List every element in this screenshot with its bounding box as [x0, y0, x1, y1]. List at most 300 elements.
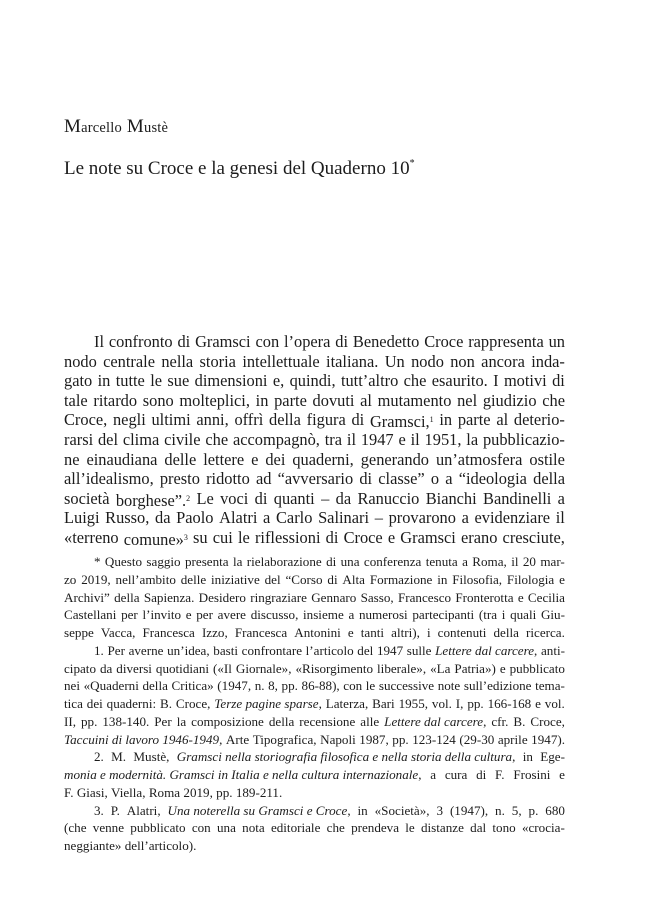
footnote-word: dal [470, 820, 487, 836]
body-text-word: Croce [343, 527, 383, 547]
body-text-word: ridotto [206, 469, 250, 489]
body-text-word: di [177, 332, 191, 351]
body-text-word: Gramsci [400, 527, 456, 547]
body-text-word: al [360, 390, 372, 410]
footnote-word: rielaborazione [246, 554, 322, 569]
footnote-word: p. [528, 802, 539, 818]
footnote-word: discusso, [250, 607, 299, 623]
body-text-word: Bandinelli [483, 488, 552, 508]
body-text-word: che [205, 429, 229, 449]
footnote-word: Desidero [198, 589, 246, 605]
footnote-word: pubblicato [130, 820, 186, 836]
footnote-word: Cecilia [527, 589, 565, 605]
footnote-word: a [462, 554, 468, 569]
footnote-word: Napoli [320, 731, 356, 747]
footnote-word: presenta [184, 554, 229, 569]
body-text-word: generando [360, 449, 429, 469]
body-text-word: a [461, 508, 469, 528]
footnote-word: 2. [94, 749, 104, 765]
footnote-word: n. [254, 678, 265, 694]
footnote-word: Francesca [142, 625, 195, 640]
body-text-word: voci [220, 488, 249, 508]
footnote-word: di [326, 554, 337, 569]
footnote-word: e [559, 571, 565, 587]
body-text-word: all’idealismo, [64, 469, 154, 489]
body-text-word: dei [265, 449, 286, 469]
footnote-word: Viella, [111, 784, 146, 800]
body-text [64, 332, 565, 548]
body-text-word: e [387, 527, 396, 547]
body-text-word: dimensioni [194, 371, 268, 391]
body-text-word: il [346, 429, 356, 449]
footnote-word: successive [378, 678, 435, 694]
body-text-word: offrì [234, 410, 264, 430]
footnote-word: Alatri, [126, 802, 161, 818]
footnote-word: alle [360, 713, 380, 729]
footnote-word: («Il [212, 660, 232, 676]
footnote-word: Filologia [506, 571, 555, 587]
body-text-word: Luigi [64, 508, 100, 528]
footnote-word: Lettere dal carcere, [435, 642, 538, 658]
body-text-word: 1951, [424, 429, 462, 449]
body-text-word: Alatri [219, 508, 258, 528]
body-text-line [64, 430, 565, 450]
body-text-word: “avversario [277, 469, 354, 489]
footnote-word: Critica» [171, 678, 214, 694]
body-text-word: le [150, 371, 163, 391]
body-text-word: esaurito. [431, 371, 488, 391]
footnote-word: e [517, 589, 524, 605]
footnote-line [64, 784, 565, 802]
body-text-word: evidenziare [474, 508, 551, 528]
footnote-word: a [348, 607, 355, 623]
footnote-word: quotidiani [155, 660, 210, 676]
footnote-word: Terze pagine sparse, [214, 696, 322, 711]
footnote-word: e [347, 625, 354, 640]
footnote-word: pp. [80, 713, 98, 729]
footnote-word: P. [110, 802, 120, 818]
footnote-word: saggio [146, 554, 181, 569]
body-text-word: tale [64, 390, 88, 410]
footnote-word: recensione [299, 713, 356, 729]
footnote-word: pp. [392, 731, 409, 747]
footnote-word: i [426, 625, 431, 640]
footnote-word: * [94, 554, 101, 569]
footnote-word: il [511, 554, 519, 569]
body-text-word: presto [159, 469, 200, 489]
body-text-line [64, 332, 565, 352]
body-text-word: Carlo [275, 508, 313, 528]
footnote-line [64, 642, 565, 660]
footnote-word: Taccuini di lavoro 1946-1949, [64, 731, 223, 747]
body-text-word: inda- [531, 351, 565, 371]
body-text-word: a [557, 488, 565, 508]
footnote-word: altri), [391, 625, 420, 640]
body-text-line [64, 371, 565, 391]
footnote-word: Sapienza. [143, 589, 195, 605]
body-text-word: Le [196, 488, 214, 508]
body-text-word: ultimi [151, 410, 191, 430]
body-text-word: erano [460, 527, 498, 547]
body-text-line [64, 528, 565, 548]
footnote-word: della [268, 713, 295, 729]
footnote-word: I, [455, 696, 464, 711]
body-text-word: parte [274, 390, 307, 410]
footnote-word: partecipanti [412, 607, 475, 623]
footnote-word: dei [86, 696, 103, 711]
footnote-word: zo [64, 571, 77, 587]
body-text-word: un’atmosfera [435, 449, 523, 469]
body-text-word: intellettuale [242, 351, 320, 371]
body-text-word: su [193, 527, 208, 547]
body-text-word: Un [384, 351, 405, 371]
body-text-word: lettere [203, 449, 245, 469]
footnote-word: avere [217, 607, 246, 623]
body-text-word: cresciute, [502, 527, 565, 547]
footnote-line [64, 713, 565, 731]
body-text-word: figura [306, 410, 346, 430]
body-text-word: Il [94, 332, 105, 351]
footnote-word: confrontare [241, 642, 303, 658]
footnote-line [64, 660, 565, 678]
body-text-word: «terreno [64, 527, 119, 547]
footnote-word: F. [495, 767, 505, 782]
footnote-word: numerosi [358, 607, 408, 623]
body-text-word: clima [122, 429, 160, 449]
footnote-word: le [365, 678, 376, 694]
body-text-line [64, 508, 565, 528]
body-text-word: pubblicazio- [482, 429, 565, 449]
footnote-word: seppe [64, 625, 94, 640]
body-text-word: rappresenta [468, 332, 544, 351]
footnote-word: della [493, 625, 519, 640]
body-text-word: e [398, 429, 406, 449]
body-text-word: tutt’altro [340, 371, 399, 391]
footnote-word: 3 [436, 802, 444, 818]
footnote-word: e [185, 607, 192, 623]
footnote-word: delle [180, 571, 207, 587]
body-text-word: ancora [481, 351, 525, 371]
body-text-word: storia [199, 351, 236, 371]
footnote-word: nell’ambito [115, 571, 176, 587]
article-title-text: Le note su Croce e la genesi del Quaderno 10 [64, 158, 410, 179]
footnote-word: nei [64, 678, 80, 694]
footnote-word: (1947), [449, 802, 489, 818]
body-text-word: Ranuccio [357, 488, 420, 508]
footnote-word: «La [430, 660, 451, 676]
body-text-word: della [533, 469, 565, 489]
footnote-word: «Quaderni [83, 678, 139, 694]
footnote-word: (29-30 [459, 731, 495, 747]
footnote-word: tica [64, 696, 83, 711]
footnote-word: 8, [268, 678, 278, 694]
footnote-word: sulle [406, 642, 432, 658]
footnote-word: II, [64, 713, 76, 729]
footnote-word: neggiante» [64, 838, 122, 853]
footnote-word: M. [111, 749, 127, 765]
body-text-word: parte [457, 410, 491, 430]
footnote-word: prendeva [351, 820, 400, 836]
footnote-word: Mustè, [133, 749, 170, 765]
footnote-word: (tra [478, 607, 498, 623]
body-text-word: Bianchi [425, 488, 477, 508]
footnote-word: l’invito [142, 607, 182, 623]
footnote-word: Formazione [369, 571, 433, 587]
body-text-word: e [251, 449, 259, 469]
body-text-word: che [542, 390, 565, 410]
footnote-word: in [437, 571, 448, 587]
article-title [64, 158, 415, 180]
footnote-line [64, 819, 565, 837]
footnote-line [64, 624, 565, 642]
footnote-word: Antonini [294, 625, 341, 640]
body-text-word: Gramsci,$^1$ [369, 412, 434, 432]
footnote-word: in [522, 749, 533, 765]
footnote-word: B. [513, 713, 526, 729]
footnote-word: 138-140. [102, 713, 150, 729]
body-text-word: giudizio [482, 390, 537, 410]
body-text-word: centrale [103, 351, 155, 371]
body-text-word: nodo [411, 351, 444, 371]
footnote-word: 1987, [359, 731, 389, 747]
footnote-word: cipato [64, 660, 96, 676]
footnote-word: Tipografica, [252, 731, 317, 747]
body-text-word: quaderni, [292, 449, 354, 469]
body-text-word: delle [164, 449, 197, 469]
body-text-word: einaudiana [86, 449, 158, 469]
footnote-word: Gramsci nella storiografia filosofica e nella storia della cultura, [176, 749, 516, 765]
footnote-word: pubblicato [509, 660, 565, 676]
body-text-word: negli [112, 410, 146, 430]
body-text-word: Gramsci [195, 332, 251, 351]
body-text-word: “ideologia [458, 469, 527, 489]
footnote-word: Roma [148, 784, 181, 800]
footnote-word: di [476, 767, 487, 782]
body-text-word: tra [324, 429, 343, 449]
body-text-word: molteplici, [179, 390, 250, 410]
footnote-word: «crocia- [521, 820, 565, 836]
body-text-word: il [410, 429, 420, 449]
footnote-word: insieme [303, 607, 344, 623]
body-text-word: da [155, 508, 171, 528]
footnote-word: per [121, 607, 138, 623]
footnote-word: 1947 [376, 642, 404, 658]
body-text-word: nel [457, 390, 478, 410]
footnote-word: da [99, 660, 113, 676]
body-text-word: nodo [64, 351, 97, 371]
body-text-word: – [321, 488, 330, 508]
body-text-word: comune»$^3$ [123, 529, 188, 549]
footnote-word: e [535, 696, 541, 711]
body-text-word: mutamento [377, 390, 452, 410]
footnote-word: distanze [421, 820, 464, 836]
body-text-word: la [466, 429, 479, 449]
footnote-word: composizione [191, 713, 264, 729]
body-text-line [64, 410, 565, 430]
footnote-word: Filosofia, [452, 571, 503, 587]
footnote-word: Per [154, 713, 172, 729]
body-text-word: 1947 [360, 429, 394, 449]
body-text-word: di [325, 527, 339, 547]
footnote-word: pp. [467, 696, 484, 711]
footnote-word: B. [159, 696, 172, 711]
footnote-word: n. [495, 802, 505, 818]
body-text-word: di [351, 410, 365, 430]
footnote-word: un’idea, [167, 642, 210, 658]
footnote-word: cfr. [491, 713, 509, 729]
body-text-word: a [445, 469, 453, 489]
footnote-line [64, 748, 565, 766]
footnote-word: “Corso [285, 571, 323, 587]
footnote-word: Arte [225, 731, 250, 747]
footnote-word: Roma, [472, 554, 507, 569]
body-text-word: ne [64, 449, 80, 469]
footnote-word: sull’edizione [463, 678, 532, 694]
footnote-word: anti- [540, 642, 565, 658]
footnote-word: diversi [116, 660, 152, 676]
footnote-line [64, 571, 565, 589]
body-text-word: in [97, 371, 111, 391]
footnote-word: tenuta [425, 554, 458, 569]
body-text-word: nella [161, 351, 194, 371]
body-text-word: Salinari [318, 508, 370, 528]
footnote-word: con [343, 678, 363, 694]
footnote-word: nota [242, 820, 265, 836]
body-text-word: Croce [424, 332, 464, 351]
footnote-word: quaderni: [106, 696, 157, 711]
body-text-line [64, 489, 565, 509]
footnote-word: pp. [281, 678, 298, 694]
body-text-word: di [335, 332, 349, 351]
footnote-word: una [216, 820, 236, 836]
body-text-word: quanti [273, 488, 315, 508]
footnote-word: le [405, 820, 415, 836]
body-text-word: con [255, 332, 280, 351]
footnote-word: F. [64, 784, 74, 800]
body-text-word: cui [212, 527, 233, 547]
footnote-word: tanti [360, 625, 385, 640]
body-text-word: ostile [529, 449, 565, 469]
author-last-initial: M [126, 116, 145, 137]
footnote-word: Frosini [513, 767, 551, 782]
body-text-word: italiana. [326, 351, 379, 371]
footnote-word: venne [92, 820, 125, 836]
body-text-word: gato [64, 371, 93, 391]
body-text-word: società [64, 488, 110, 508]
body-text-word: ritardo [93, 390, 138, 410]
body-text-word: confronto [108, 332, 173, 351]
body-text-word: un [548, 332, 565, 351]
body-text-word: di [254, 488, 268, 508]
body-text-word: non [450, 351, 475, 371]
footnotes [64, 553, 565, 855]
footnote-word: Archivi” [64, 589, 110, 605]
footnote-word: in [357, 802, 368, 818]
footnote-word: (1947, [217, 678, 252, 694]
footnote-word: con [191, 820, 211, 836]
footnote-word: Alta [342, 571, 365, 587]
footnote-word: 1955, [398, 696, 429, 711]
footnote-word: Gennaro [311, 589, 357, 605]
body-text-word: – [374, 508, 383, 528]
footnote-word: della [114, 589, 140, 605]
footnote-word: ringraziare [250, 589, 307, 605]
body-text-word: e, [272, 371, 285, 391]
footnote-word: Fronterotta [455, 589, 514, 605]
body-text-word: dovuti [312, 390, 355, 410]
footnote-word: 166-168 [487, 696, 532, 711]
body-text-word: a [263, 508, 271, 528]
footnote-word: tono [492, 820, 516, 836]
footnote-word: del [264, 571, 281, 587]
footnote-word: l’articolo [305, 642, 354, 658]
body-text-word: in [255, 390, 269, 410]
footnote-word: Giu- [540, 607, 565, 623]
footnote-word: Castellani [64, 607, 117, 623]
footnote-word: Laterza, [325, 696, 369, 711]
body-text-word: le [237, 527, 250, 547]
body-text-word: accompagnò, [232, 429, 320, 449]
footnote-word: Questo [104, 554, 143, 569]
footnote-word: Croce, [175, 696, 211, 711]
body-text-word: ad [255, 469, 272, 489]
footnote-word: Una noterella su Gramsci e Croce, [167, 802, 351, 818]
body-text-line [64, 352, 565, 372]
footnote-line [64, 731, 565, 749]
footnote-word: basti [213, 642, 239, 658]
footnote-word: «Risorgimento [295, 660, 374, 676]
footnote-word: (che [64, 820, 87, 836]
footnote-word: iniziative [211, 571, 260, 587]
footnote-word: cura [444, 767, 468, 782]
footnote-line [64, 837, 565, 855]
footnote-word: la [232, 554, 243, 569]
footnote-word: aprile [497, 731, 528, 747]
body-text-word: o [430, 469, 440, 489]
body-text-word: borghese”.$^2$ [115, 490, 191, 510]
footnote-word: vol. [544, 696, 565, 711]
body-text-word: quindi, [289, 371, 336, 391]
footnote-line [64, 695, 565, 713]
body-text-word: civile [164, 429, 201, 449]
body-text-word: della [269, 410, 301, 430]
footnote-word: Patria») [454, 660, 496, 676]
body-text-word: I [493, 371, 499, 391]
footnote-word: «Società», [374, 802, 430, 818]
footnote-word: pp. [216, 784, 233, 800]
footnote-word: conferenza [363, 554, 422, 569]
footnote-word: 1. [94, 642, 104, 658]
body-text-word: motivi [503, 371, 547, 391]
footnote-word: ricerca. [526, 625, 565, 640]
footnote-word: Ege- [540, 749, 565, 765]
body-text-line [64, 391, 565, 411]
body-text-word: in [439, 410, 453, 430]
body-text-word: Paolo [176, 508, 214, 528]
footnote-word: tema- [535, 678, 565, 694]
footnote-word: e [499, 660, 506, 676]
body-text-word: di [359, 469, 373, 489]
footnote-word: note [437, 678, 461, 694]
body-text-word: l’opera [284, 332, 331, 351]
footnote-line [64, 589, 565, 607]
footnote-word: 2019, [81, 571, 111, 587]
title-footnote-mark: * [409, 158, 415, 169]
footnote-word: di [327, 571, 338, 587]
footnote-word: della [142, 678, 168, 694]
footnote-word: dell’articolo). [124, 838, 197, 853]
footnote-word: 5, [511, 802, 522, 818]
